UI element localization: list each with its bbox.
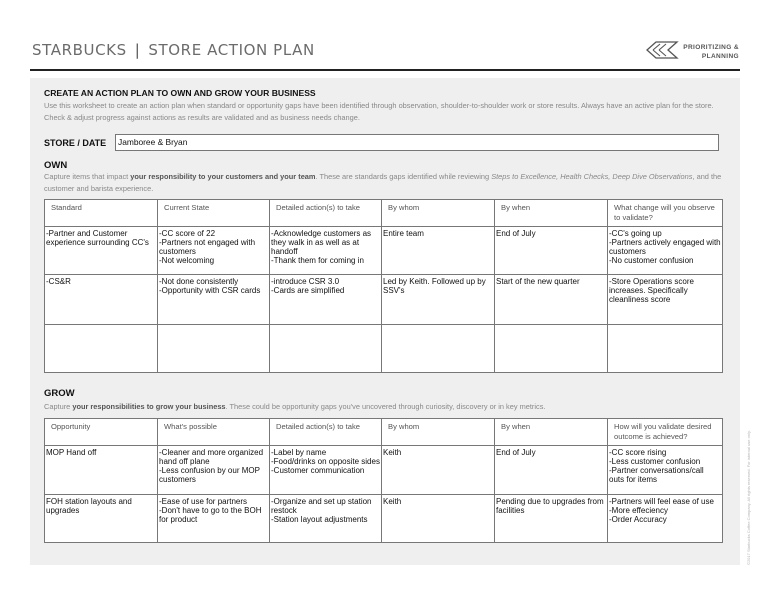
intro-text: Use this worksheet to create an action plan when standard or opportunity gaps have been identified through observation, shoulder-to-shoulder work or store results. Always have an active plan for the store. Check & adjust progress against actions as results are validated and as business needs change.: [44, 101, 714, 122]
own-header-row: [45, 200, 723, 227]
grow-table-cell[interactable]: -CC score rising -Less customer confusion -Partner conversations/call outs for items: [608, 446, 723, 495]
grow-column-header: What's possible: [158, 419, 270, 446]
own-table-cell[interactable]: -CS&R: [45, 275, 158, 325]
own-table: [44, 199, 723, 373]
grow-table-row: [45, 495, 723, 543]
intro-title: CREATE AN ACTION PLAN TO OWN AND GROW YOUR BUSINESS: [44, 88, 316, 98]
header-rule: [30, 69, 740, 71]
own-table-cell[interactable]: [45, 325, 158, 373]
grow-column-header: How will you validate desired outcome is achieved?: [608, 419, 723, 446]
grow-table-row: [45, 446, 723, 495]
own-table-cell[interactable]: Entire team: [382, 227, 495, 275]
grow-title: GROW: [44, 388, 75, 399]
store-date-field[interactable]: Jamboree & Bryan: [115, 134, 719, 151]
own-column-header: Standard: [45, 200, 158, 227]
grow-table-cell[interactable]: -Cleaner and more organized hand off plane -Less confusion by our MOP customers: [158, 446, 270, 495]
own-table-cell[interactable]: -introduce CSR 3.0 -Cards are simplified: [270, 275, 382, 325]
grow-table-cell[interactable]: -Organize and set up station restock -Station layout adjustments: [270, 495, 382, 543]
grow-table-cell[interactable]: -Partners will feel ease of use -More effeciency -Order Accuracy: [608, 495, 723, 543]
grow-table: [44, 418, 723, 543]
own-table-row: [45, 227, 723, 275]
grow-table-cell[interactable]: Keith: [382, 446, 495, 495]
own-table-cell[interactable]: [608, 325, 723, 373]
own-table-cell[interactable]: [158, 325, 270, 373]
own-column-header: Detailed action(s) to take: [270, 200, 382, 227]
own-table-cell[interactable]: Led by Keith. Followed up by SSV's: [382, 275, 495, 325]
own-column-header: What change will you observe to validate?: [608, 200, 723, 227]
worksheet: [30, 78, 740, 565]
own-table-row: [45, 325, 723, 373]
own-table-cell[interactable]: -Partner and Customer experience surrounding CC's: [45, 227, 158, 275]
own-column-header: By when: [495, 200, 608, 227]
own-table-cell[interactable]: -CC score of 22 -Partners not engaged with customers -Not welcoming: [158, 227, 270, 275]
grow-column-header: Opportunity: [45, 419, 158, 446]
document-title: STORE ACTION PLAN: [148, 41, 315, 59]
grow-header-row: [45, 419, 723, 446]
page-title: [32, 41, 315, 59]
grow-table-cell[interactable]: -Ease of use for partners -Don't have to go to the BOH for product: [158, 495, 270, 543]
title-separator: |: [134, 41, 141, 59]
own-title: OWN: [44, 160, 68, 171]
store-date-label: STORE / DATE: [44, 138, 107, 148]
own-table-cell[interactable]: [270, 325, 382, 373]
chevrons-icon: [645, 40, 679, 60]
own-description: Capture items that impact your responsibility to your customers and your team. These are standards gaps identified while reviewing Steps to Excellence, Health Checks, Deep Dive Observations, and the customer and barista experience.: [44, 172, 722, 193]
section-tag-line2: PLANNING: [701, 53, 739, 60]
grow-description: Capture your responsibilities to grow your business. These could be opportunity gaps you've uncovered through curiosity, discovery or in key metrics.: [44, 402, 546, 411]
own-table-cell[interactable]: -Store Operations score increases. Specifically cleanliness score: [608, 275, 723, 325]
page-header: [30, 38, 740, 68]
own-table-row: [45, 275, 723, 325]
own-table-cell[interactable]: End of July: [495, 227, 608, 275]
grow-column-header: By when: [495, 419, 608, 446]
own-column-header: By whom: [382, 200, 495, 227]
own-table-cell[interactable]: [495, 325, 608, 373]
grow-column-header: Detailed action(s) to take: [270, 419, 382, 446]
brand-name: STARBUCKS: [32, 41, 127, 59]
own-table-cell[interactable]: Start of the new quarter: [495, 275, 608, 325]
section-tag-line1: PRIORITIZING &: [683, 44, 739, 51]
own-table-cell[interactable]: [382, 325, 495, 373]
grow-column-header: By whom: [382, 419, 495, 446]
grow-table-cell[interactable]: End of July: [495, 446, 608, 495]
grow-table-cell[interactable]: -Label by name -Food/drinks on opposite sides -Customer communication: [270, 446, 382, 495]
grow-table-cell[interactable]: MOP Hand off: [45, 446, 158, 495]
grow-table-cell[interactable]: Keith: [382, 495, 495, 543]
grow-table-cell[interactable]: Pending due to upgrades from facilities: [495, 495, 608, 543]
copyright-note: ©2017 Starbucks Coffee Company. All rights reserved. For internal use only.: [746, 430, 751, 565]
own-table-cell[interactable]: -Not done consistently -Opportunity with CSR cards: [158, 275, 270, 325]
own-table-cell[interactable]: -CC's going up -Partners actively engaged with customers -No customer confusion: [608, 227, 723, 275]
own-column-header: Current State: [158, 200, 270, 227]
grow-table-cell[interactable]: FOH station layouts and upgrades: [45, 495, 158, 543]
section-tag: [681, 43, 739, 61]
own-table-cell[interactable]: -Acknowledge customers as they walk in as well as at handoff -Thank them for coming in: [270, 227, 382, 275]
